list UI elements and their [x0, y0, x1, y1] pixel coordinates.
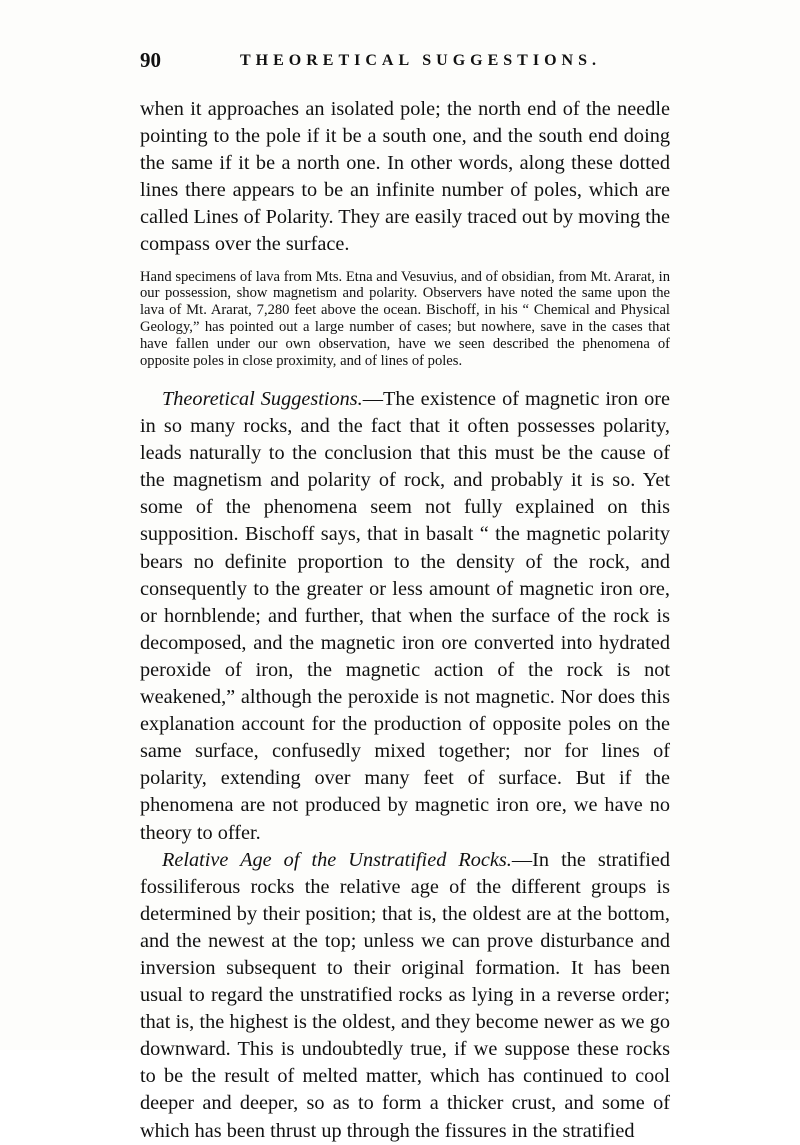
section-text: —In the stratified fossiliferous rocks the relative age of the different groups is determined by their position; that is, the oldest are at the bottom, and the newest at the top; unless we can prove disturbance and inversion subsequent to their original formation. It has been usual to regard the unstratified rocks as lying in a reverse order; that is, the highest is the oldest, and they become newer as we go downward. This is undoubtedly true, if we suppose these rocks to be the result of melted matter, which has continued to cool deeper and deeper, so as to form a thicker crust, and some of which has been thrust up through the fissures in the stratified — [140, 848, 670, 1142]
running-head — [140, 48, 680, 78]
running-title: THEORETICAL SUGGESTIONS. — [240, 52, 601, 69]
opening-paragraph — [140, 96, 670, 259]
section-theoretical-suggestions — [140, 386, 670, 847]
section-text: —The existence of magnetic iron ore in so many rocks, and the fact that it often possesses polarity, leads naturally to the conclusion that this must be the cause of the magnetism and polarity of rock, and probably it is so. Yet some of the phenomena seem not fully explained on this supposition. Bischoff says, that in basalt “ the magnetic polarity bears no definite proportion to the density of the rock, and consequently to the greater or less amount of magnetic iron ore, or hornblende; and further, that when the surface of the rock is decomposed, and the magnetic iron ore converted into hydrated peroxide of iron, the magnetic action of the rock is not weakened,” although the peroxide is not magnetic. Nor does this explanation account for the production of opposite poles on the same surface, confusedly mixed together; nor for lines of polarity, extending over many feet of surface. But if the phenomena are not produced by magnetic iron ore, we have no theory to offer. — [140, 388, 670, 844]
section-heading: Theoretical Suggestions. — [162, 388, 363, 410]
section-heading: Relative Age of the Unstratified Rocks. — [162, 848, 512, 871]
section-relative-age — [140, 847, 670, 1145]
page-body — [140, 96, 670, 1145]
footnote-block: Hand specimens of lava from Mts. Etna and Vesuvius, and of obsidian, from Mt. Ararat, in our possession, show magnetism and polarity. Observers have noted the same upon the lava of Mt. Ararat, 7,280 feet above the ocean. Bischoff, in his “ Chemical and Physical Geology,” has pointed out a large number of cases; but nowhere, save in the cases that have fallen under our own observation, have we seen described the phenomena of opposite poles in close proximity, and of lines of poles. — [140, 268, 670, 370]
page-number: 90 — [140, 48, 161, 72]
opening-paragraph-text: when it approaches an isolated pole; the north end of the needle pointing to the pole if it be a south one, and the south end doing the same if it be a north one. In other words, along these dotted lines there appears to be an infinite number of poles, which are called Lines of Polarity. They are easily traced out by moving the compass over the surface. — [140, 98, 670, 256]
